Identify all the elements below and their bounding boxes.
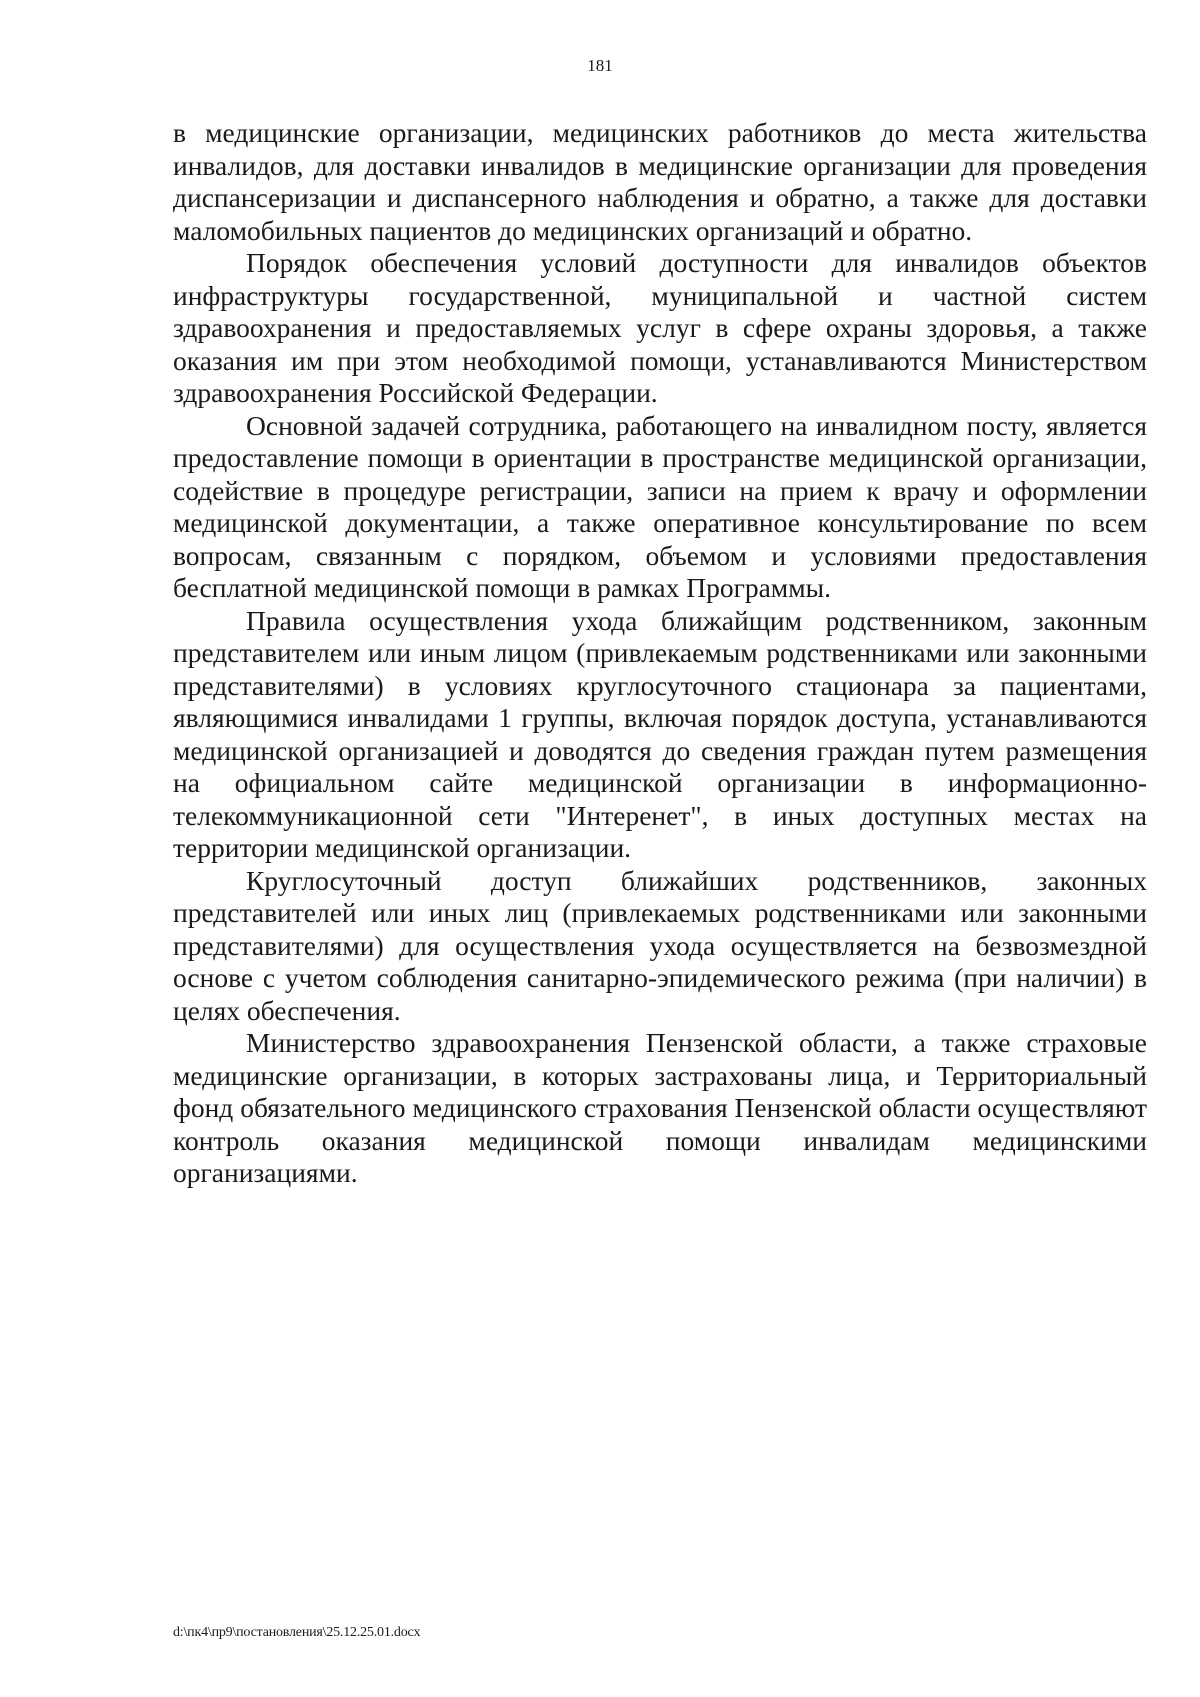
paragraph-transport-continuation: в медицинские организации, медицинских работников до места жительства инвалидов, для доставки инвалидов в медицинские организации для проведения диспансеризации и диспансерного наблюдения и обратно, а также для доставки маломобильных пациентов до медицинских организаций и обратно. [173,117,1147,246]
footer-file-path: d:\пк4\пр9\постановления\25.12.25.01.docx [173,1625,421,1640]
paragraph-control-oversight: Министерство здравоохранения Пензенской области, а также страховые медицинские организации, в которых застрахованы лица, и Территориальный фонд обязательного медицинского страхования Пензенской области осуществляют контроль оказания медицинской помощи инвалидам медицинскими организациями. [173,1027,1147,1188]
paragraph-accessibility-order: Порядок обеспечения условий доступности для инвалидов объектов инфраструктуры государственной, муниципальной и частной систем здравоохранения и предоставляемых услуг в сфере охраны здоровья, а также оказания им при этом необходимой помощи, устанавливаются Министерством здравоохранения Российской Федерации. [173,247,1147,408]
document-body [173,117,1147,1190]
paragraph-care-rules: Правила осуществления ухода ближайщим родственником, законным представителем или иным лицом (привлекаемым родственниками или законными представителями) в условиях круглосуточного стационара за пациентами, являющимися инвалидами 1 группы, включая порядок доступа, устанавливаются медицинской организацией и доводятся до сведения граждан путем размещения на официальном сайте медицинской организации в информационно-телекоммуникационной сети "Интеренет", в иных доступных местах на территории медицинской организации. [173,604,1147,863]
paragraph-round-the-clock-access: Круглосуточный доступ ближайших родственников, законных представителей или иных лиц (привлекаемых родственниками или законными представителями) для осуществления ухода осуществляется на безвозмездной основе с учетом соблюдения санитарно-эпидемического режима (при наличии) в целях обеспечения. [173,864,1147,1026]
page-number: 181 [587,56,613,75]
paragraph-disability-post-staff: Основной задачей сотрудника, работающего на инвалидном посту, является предоставление помощи в ориентации в пространстве медицинской организации, содействие в процедуре регистрации, записи на прием к врачу и оформлении медицинской документации, а также оперативное консультирование по всем вопросам, связанным с порядком, объемом и условиями предоставления бесплатной медицинской помощи в рамках Программы. [173,409,1147,603]
